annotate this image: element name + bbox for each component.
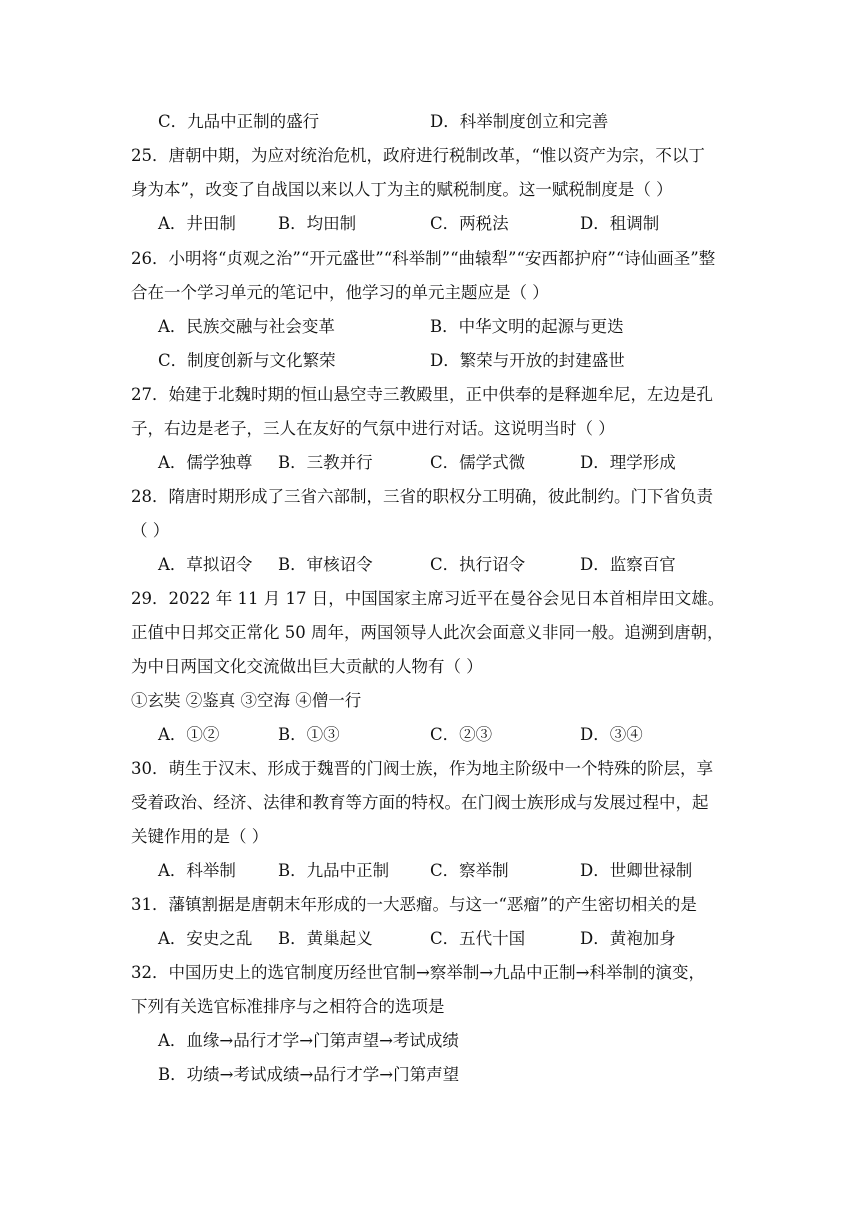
q25-stem-line1: 25．唐朝中期，为应对统治危机，政府进行税制改革，“惟以资产为宗，不以丁 — [131, 146, 705, 165]
q27-option-b: B．三教并行 — [278, 453, 373, 472]
q28-option-c: C．执行诏令 — [430, 555, 526, 574]
q28-option-d: D．监察百官 — [580, 555, 676, 574]
q27-option-c: C．儒学式微 — [430, 453, 526, 472]
q29-option-d: D．③④ — [580, 725, 643, 744]
q24-option-d: D．科举制度创立和完善 — [430, 112, 609, 131]
q27-stem-line2: 子，右边是老子，三人在友好的气氛中进行对话。这说明当时（ ） — [131, 419, 615, 438]
q31-option-b: B．黄巢起义 — [278, 929, 373, 948]
q30-stem-line1: 30．萌生于汉末、形成于魏晋的门阀士族，作为地主阶级中一个特殊的阶层，享 — [131, 759, 713, 778]
q30-stem-line3: 关键作用的是（ ） — [131, 827, 269, 846]
q26-option-b: B．中华文明的起源与更迭 — [430, 317, 624, 336]
q28-stem-line2: （ ） — [131, 521, 170, 540]
q26-stem-line1: 26．小明将“贞观之治”“开元盛世”“科举制”“曲辕犁”“安西都护府”“诗仙画圣”整 — [131, 249, 716, 268]
q29-stem-line2: 正值中日邦交正常化 50 周年，两国领导人此次会面意义非同一般。追溯到唐朝， — [131, 623, 724, 642]
q29-stem-line3: 为中日两国文化交流做出巨大贡献的人物有（ ） — [131, 657, 483, 676]
q32-stem-line1: 32．中国历史上的选官制度历经世官制→察举制→九品中正制→科举制的演变， — [131, 963, 705, 982]
q30-option-d: D．世卿世禄制 — [580, 861, 693, 880]
q30-option-c: C．察举制 — [430, 861, 509, 880]
q31-option-a: A．安史之乱 — [158, 929, 253, 948]
q30-stem-line2: 受着政治、经济、法律和教育等方面的特权。在门阀士族形成与发展过程中，起 — [131, 793, 709, 812]
q29-items-line: ①玄奘 ②鉴真 ③空海 ④僧一行 — [131, 691, 362, 710]
q30-option-b: B．九品中正制 — [278, 861, 390, 880]
q28-option-b: B．审核诏令 — [278, 555, 373, 574]
q24-option-c: C．九品中正制的盛行 — [158, 112, 320, 131]
q31-stem-line1: 31．藩镇割据是唐朝末年形成的一大恶瘤。与这一“恶瘤”的产生密切相关的是 — [131, 895, 697, 914]
q29-option-a: A．①② — [158, 725, 220, 744]
q29-option-c: C．②③ — [430, 725, 493, 744]
q27-option-a: A．儒学独尊 — [158, 453, 253, 472]
q26-option-a: A．民族交融与社会变革 — [158, 317, 335, 336]
q25-option-d: D．租调制 — [580, 214, 660, 233]
q32-stem-line2: 下列有关选官标准排序与之相符合的选项是 — [131, 997, 445, 1016]
q26-option-d: D．繁荣与开放的封建盛世 — [430, 351, 625, 370]
q32-option-a: A．血缘→品行才学→门第声望→考试成绩 — [158, 1031, 459, 1050]
q28-option-a: A．草拟诏令 — [158, 555, 253, 574]
q25-option-c: C．两税法 — [430, 214, 509, 233]
q30-option-a: A．科举制 — [158, 861, 236, 880]
q25-option-a: A．井田制 — [158, 214, 236, 233]
q25-stem-line2: 身为本”，改变了自战国以来以人丁为主的赋税制度。这一赋税制度是（ ） — [131, 180, 673, 199]
q27-option-d: D．理学形成 — [580, 453, 676, 472]
q32-option-b: B．功绩→考试成绩→品行才学→门第声望 — [158, 1065, 460, 1084]
q27-stem-line1: 27．始建于北魏时期的恒山悬空寺三教殿里，正中供奉的是释迦牟尼，左边是孔 — [131, 385, 713, 404]
q29-option-b: B．①③ — [278, 725, 340, 744]
q28-stem-line1: 28．隋唐时期形成了三省六部制，三省的职权分工明确，彼此制约。门下省负责 — [131, 487, 713, 506]
q31-option-d: D．黄袍加身 — [580, 929, 676, 948]
q31-option-c: C．五代十国 — [430, 929, 526, 948]
q26-option-c: C．制度创新与文化繁荣 — [158, 351, 336, 370]
q29-stem-line1: 29．2022 年 11 月 17 日，中国国家主席习近平在曼谷会见日本首相岸田文雄。 — [131, 589, 725, 608]
q25-option-b: B．均田制 — [278, 214, 357, 233]
q26-stem-line2: 合在一个学习单元的笔记中，他学习的单元主题应是（ ） — [131, 283, 549, 302]
